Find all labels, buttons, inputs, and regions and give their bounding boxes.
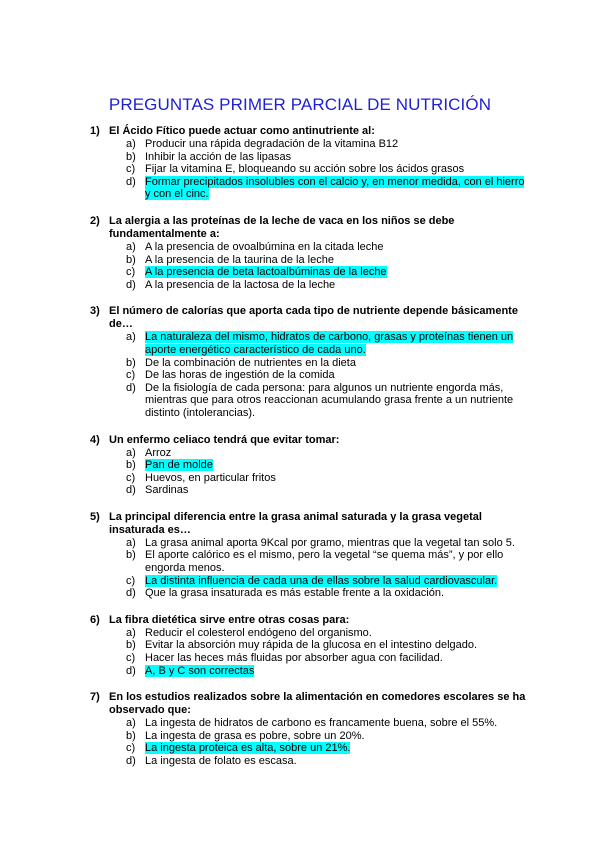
option-text: Arroz [145,446,172,459]
option-a [126,627,530,640]
option-b [126,151,530,164]
option-d [126,755,530,768]
question-1 [90,125,530,201]
option-letter: d) [126,484,136,497]
option-text: La ingesta de hidratos de carbono es francamente buena, sobre el 55%. [145,717,498,730]
option-text: Huevos, en particular fritos [145,471,276,484]
option-text: La grasa animal aporta 9Kcal por gramo, mientras que la vegetal tan solo 5. [145,536,515,549]
option-d [126,176,530,201]
question-text: La principal diferencia entre la grasa animal saturada y la grasa vegetal insaturada es… [109,510,482,536]
option-d [126,665,530,678]
option-letter: b) [126,150,136,163]
option-letter: d) [126,278,136,291]
option-b [126,730,530,743]
question-number: 3) [90,305,100,318]
option-letter: b) [126,356,136,369]
question-text: La fibra dietética sirve entre otras cosas para: [109,613,350,626]
highlighted-answer: La ingesta proteica es alta, sobre un 21%. [145,742,351,755]
option-b [126,254,530,267]
option-letter: b) [126,549,136,562]
question-3 [90,305,530,419]
question-7 [90,691,530,767]
highlighted-answer: Formar precipitados insolubles con el calcio y, en menor medida, con el hierro y con el cinc. [145,175,525,201]
question-text: La alergia a las proteínas de la leche de vaca en los niños se debe fundamentalmente a: [109,214,455,240]
option-text: Fijar la vitamina E, bloqueando su acción sobre los ácidos grasos [145,163,465,176]
question-number: 1) [90,125,100,137]
question-text: El Ácido Fítico puede actuar como antinutriente al: [109,125,375,137]
highlighted-answer: Pan de molde [145,459,213,472]
option-letter: a) [126,138,136,150]
option-a [126,717,530,730]
option-text: A la presencia de ovoalbúmina en la citada leche [145,240,384,253]
option-letter: b) [126,729,136,742]
page-title: PREGUNTAS PRIMER PARCIAL DE NUTRICIÓN [108,95,492,114]
option-b [126,549,530,574]
option-c [126,472,530,485]
option-b [126,357,530,370]
option-d [126,484,530,497]
option-c [126,369,530,382]
option-a [126,138,530,151]
option-letter: a) [126,240,136,253]
option-text: Que la grasa insaturada es más estable frente a la oxidación. [145,587,445,600]
option-text: Hacer las heces más fluidas por absorber agua con facilidad. [145,652,443,665]
option-b [126,639,530,652]
option-a [126,241,530,254]
option-letter: a) [126,717,136,730]
highlighted-answer: La distinta influencia de cada una de ellas sobre la salud cardiovascular. [145,574,498,587]
option-letter: c) [126,652,136,665]
question-number: 7) [90,691,100,704]
option-letter: b) [126,639,136,652]
option-letter: c) [126,369,136,382]
option-letter: d) [126,755,136,767]
highlighted-answer: A, B y C son correctas [145,664,255,677]
highlighted-answer: A la presencia de beta lactoalbúminas de la leche [145,266,387,279]
option-letter: c) [126,742,136,755]
highlighted-answer: La naturaleza del mismo, hidratos de carbono, grasas y proteínas tienen un aporte energético característico de cada uno. [145,331,514,356]
option-letter: d) [126,381,136,394]
question-6 [90,614,530,677]
option-letter: a) [126,626,136,639]
option-text: A la presencia de la taurina de la leche [145,253,334,266]
option-text: De la fisiología de cada persona: para algunos un nutriente engorda más, mientras que para otros reaccionan acumulando grasa frente a un nutriente distinto (intolerancias). [145,381,514,419]
option-c [126,266,530,279]
option-d [126,587,530,600]
option-text: De las horas de ingestión de la comida [145,369,335,382]
option-letter: d) [126,587,136,600]
option-text: Producir una rápida degradación de la vitamina B12 [145,138,399,150]
question-text: Un enfermo celiaco tendrá que evitar tomar: [109,433,340,446]
question-5 [90,511,530,600]
option-b [126,459,530,472]
option-letter: a) [126,536,136,549]
option-c [126,575,530,588]
question-number: 4) [90,433,100,446]
option-c [126,163,530,176]
option-c [126,742,530,755]
question-list [90,125,530,782]
option-letter: a) [126,446,136,459]
option-c [126,652,530,665]
option-text: Evitar la absorción muy rápida de la glucosa en el intestino delgado. [145,639,478,652]
option-text: Reducir el colesterol endógeno del organismo. [145,626,372,639]
question-4 [90,434,530,497]
option-a [126,537,530,550]
option-letter: c) [126,471,136,484]
question-2 [90,215,530,291]
option-a [126,447,530,460]
question-text: En los estudios realizados sobre la alimentación en comedores escolares se ha observado que: [109,691,526,717]
option-text: Sardinas [145,484,189,497]
option-text: De la combinación de nutrientes en la dieta [145,356,356,369]
option-text: A la presencia de la lactosa de la leche [145,278,336,291]
option-letter: b) [126,253,136,266]
option-d [126,279,530,292]
question-text: El número de calorías que aporta cada tipo de nutriente depende básicamente de… [109,305,518,331]
question-number: 5) [90,510,100,523]
option-letter: c) [126,163,136,176]
option-text: La ingesta de folato es escasa. [145,755,297,767]
option-letter: a) [126,331,136,344]
option-text: El aporte calórico es el mismo, pero la vegetal “se quema más”, y por ello engorda menos. [145,549,504,575]
option-letter: d) [126,664,136,677]
option-d [126,382,530,420]
option-letter: d) [126,175,136,188]
option-text: Inhibir la acción de las lipasas [145,150,292,163]
option-text: La ingesta de grasa es pobre, sobre un 20%. [145,729,365,742]
option-letter: b) [126,459,136,472]
question-number: 6) [90,613,100,626]
option-letter: c) [126,574,136,587]
option-letter: c) [126,266,136,279]
option-a [126,331,530,356]
question-number: 2) [90,214,100,227]
